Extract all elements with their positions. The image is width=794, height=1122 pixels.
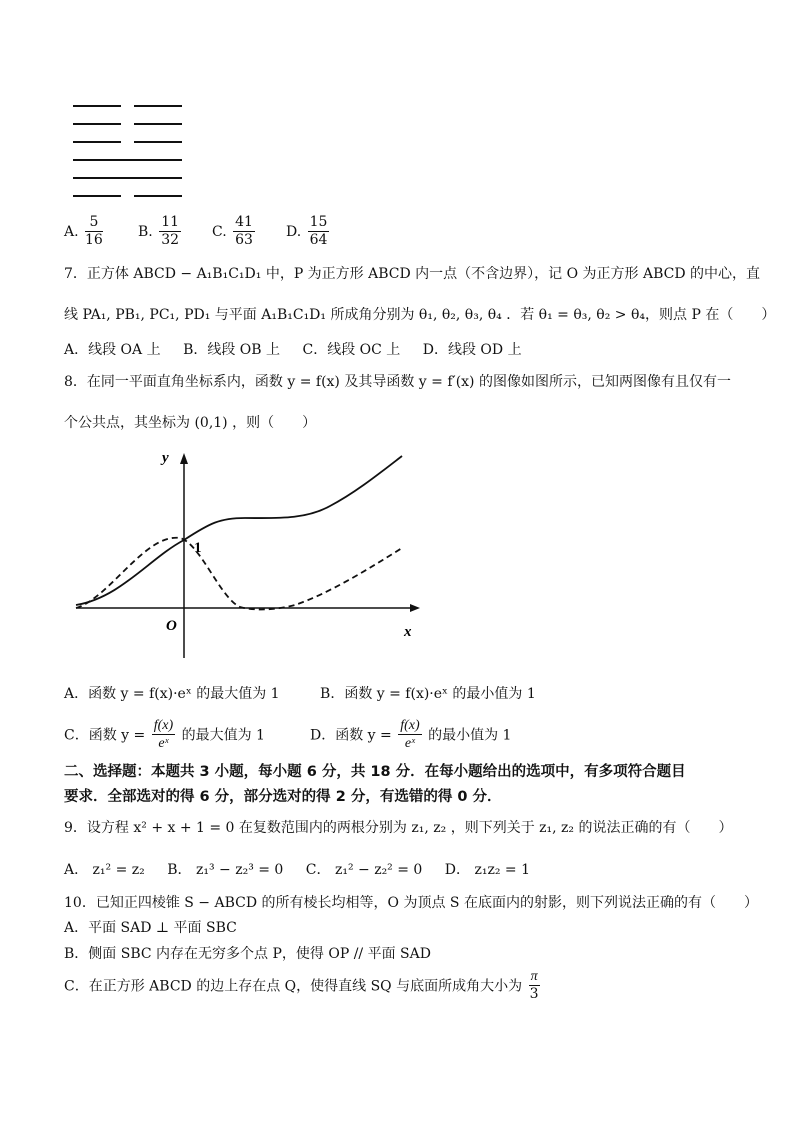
q8-option-d[interactable]: D．函数 y = $\frac{f(x)}{\text{eˣ}}$ 的最小值为 1: [310, 718, 512, 751]
hexagram-line-5: [73, 177, 182, 179]
q8-option-b[interactable]: B．函数 y = f(x)·eˣ 的最小值为 1: [320, 686, 536, 702]
x-axis-label: x: [404, 624, 412, 640]
q6-option-c[interactable]: C. $\frac{41}{63}$: [212, 214, 253, 248]
q7-stem-line1: 7．正方体 ABCD − A₁B₁C₁D₁ 中，P 为正方形 ABCD 内一点（不含边界），记 O 为正方形 ABCD 的中心，直: [64, 266, 761, 282]
hexagram-line-2: [73, 123, 121, 125]
q8-graph: [70, 448, 420, 663]
hexagram-line-3b: [134, 141, 182, 143]
y-axis-arrow: [180, 453, 188, 464]
q7-stem-line2: 线 PA₁, PB₁, PC₁, PD₁ 与平面 A₁B₁C₁D₁ 所成角分别为 θ₁, θ₂, θ₃, θ₄ ．若 θ₁ = θ₃, θ₂ > θ₄，则点 P 在（ ）: [64, 307, 776, 323]
section2-heading-line2: 要求．全部选对的得 6 分，部分选对的得 2 分，有选错的得 0 分．: [64, 789, 502, 805]
q7-options: [64, 340, 522, 360]
q10-stem: 10．已知正四棱锥 S − ABCD 的所有棱长均相等，O 为顶点 S 在底面内的射影，则下列说法正确的有（ ）: [64, 895, 758, 911]
hexagram-line-1: [73, 105, 121, 107]
q8-stem-line2: 个公共点，其坐标为 (0,1) ，则（ ）: [64, 415, 317, 431]
point-label: 1: [194, 540, 202, 556]
q6-option-d[interactable]: D. $\frac{15}{64}$: [286, 214, 328, 248]
section2-heading-line1: 二、选择题：本题共 3 小题，每小题 6 分，共 18 分．在每小题给出的选项中，有多项符合题目: [64, 764, 686, 780]
curve-f-prime: [76, 538, 402, 610]
hexagram-figure: [70, 100, 185, 200]
q8-options-row1: [64, 684, 536, 704]
q10-option-a[interactable]: A．平面 SAD ⊥ 平面 SBC: [64, 920, 237, 936]
hexagram-line-1b: [134, 105, 182, 107]
q9-option-c[interactable]: C． z₁² − z₂² = 0: [305, 862, 423, 878]
q7-option-a[interactable]: A．线段 OA 上: [64, 342, 161, 358]
q10-option-b[interactable]: B．侧面 SBC 内存在无穷多个点 P，使得 OP // 平面 SAD: [64, 946, 431, 962]
q9-option-d[interactable]: D． z₁z₂ = 1: [444, 862, 530, 878]
q8-option-c[interactable]: C．函数 y = $\frac{f(x)}{\text{eˣ}}$ 的最大值为 1: [64, 718, 265, 751]
q9-option-a[interactable]: A． z₁² = z₂: [64, 862, 145, 878]
q9-stem: 9．设方程 x² + x + 1 = 0 在复数范围内的两根分别为 z₁, z₂ ，则下列关于 z₁, z₂ 的说法正确的有（ ）: [64, 820, 733, 836]
x-axis-arrow: [410, 604, 420, 612]
hexagram-line-2b: [134, 123, 182, 125]
q9-options: [64, 860, 530, 880]
q6-option-a[interactable]: A. $\frac{5}{16}$: [64, 214, 103, 248]
curve-f: [76, 456, 402, 605]
y-axis-label: y: [162, 450, 169, 466]
hexagram-line-6: [73, 195, 121, 197]
q10-option-c[interactable]: C．在正方形 ABCD 的边上存在点 Q，使得直线 SQ 与底面所成角大小为 $\frac{\pi}{3}$: [64, 969, 539, 1002]
q7-option-d[interactable]: D．线段 OD 上: [422, 342, 522, 358]
q6-option-b[interactable]: B. $\frac{11}{32}$: [138, 214, 180, 248]
q7-option-b[interactable]: B．线段 OB 上: [183, 342, 281, 358]
origin-label: O: [166, 618, 177, 634]
q7-option-c[interactable]: C．线段 OC 上: [302, 342, 401, 358]
hexagram-line-6b: [134, 195, 182, 197]
hexagram-line-3: [73, 141, 121, 143]
q8-option-a[interactable]: A．函数 y = f(x)·eˣ 的最大值为 1: [64, 686, 280, 702]
q8-stem-line1: 8．在同一平面直角坐标系内，函数 y = f(x) 及其导函数 y = f′(x) 的图像如图所示，已知两图像有且仅有一: [64, 374, 731, 390]
hexagram-line-4: [73, 159, 182, 161]
q9-option-b[interactable]: B． z₁³ − z₂³ = 0: [167, 862, 284, 878]
